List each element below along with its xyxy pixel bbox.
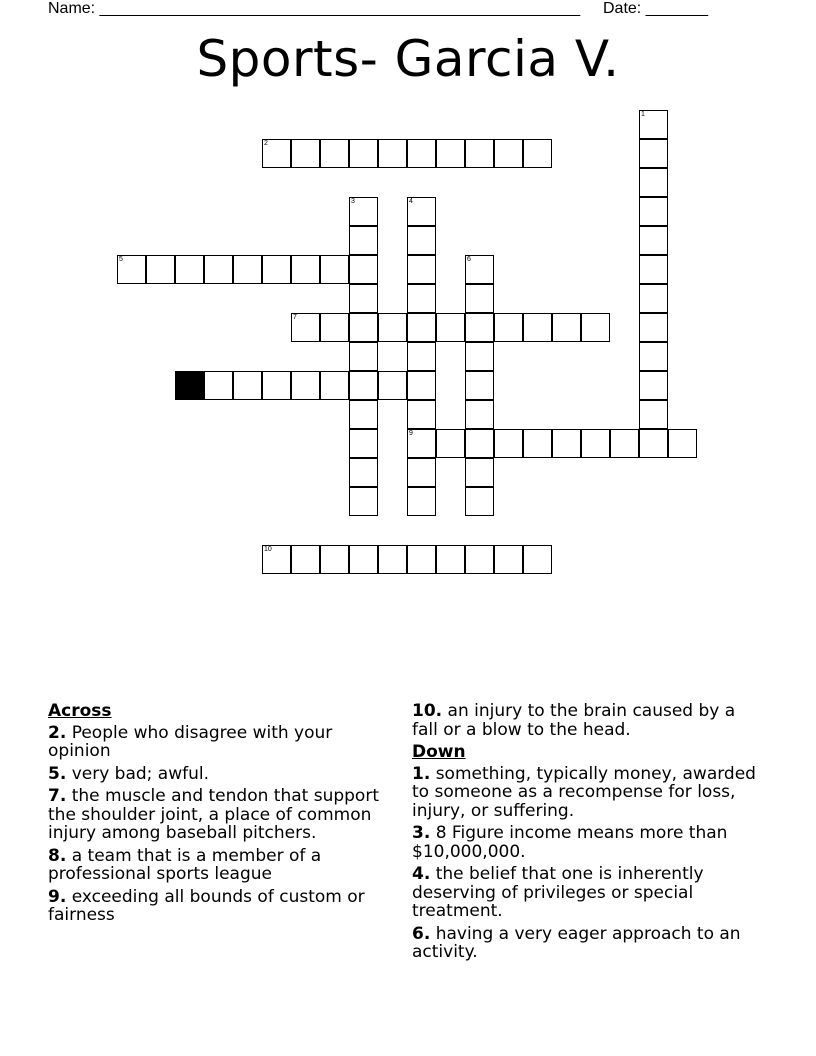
clue-number: 6: [467, 256, 471, 263]
grid-cell[interactable]: [349, 197, 378, 226]
grid-cell[interactable]: [465, 429, 494, 458]
grid-cell[interactable]: [291, 139, 320, 168]
grid-cell[interactable]: [262, 371, 291, 400]
grid-cell[interactable]: [465, 284, 494, 313]
grid-cell[interactable]: [349, 226, 378, 255]
grid-cell[interactable]: [233, 371, 262, 400]
grid-cell[interactable]: [407, 284, 436, 313]
clue-number: 2: [264, 140, 268, 147]
grid-cell[interactable]: [494, 139, 523, 168]
grid-cell[interactable]: [436, 313, 465, 342]
clue-number: 9: [409, 430, 413, 437]
grid-cell[interactable]: [523, 139, 552, 168]
clue-down-1: 1. something, typically money, awarded to someone as a recompense for loss, injury, or suffering.: [412, 763, 756, 821]
clue-number: 7: [293, 314, 297, 321]
grid-cell[interactable]: [378, 313, 407, 342]
grid-cell[interactable]: [552, 313, 581, 342]
clue-across-8: 8. a team that is a member of a professional sports league: [48, 845, 322, 884]
clue-down-4: 4. the belief that one is inherently deserving of privileges or special treatment.: [412, 864, 704, 921]
clue-number: 5: [119, 256, 123, 263]
grid-cell[interactable]: [436, 139, 465, 168]
grid-cell[interactable]: [639, 139, 668, 168]
grid-cell[interactable]: [349, 139, 378, 168]
clue-across-9: 9. exceeding all bounds of custom or fairness: [48, 886, 365, 925]
grid-cell[interactable]: [349, 342, 378, 371]
grid-cell[interactable]: [639, 110, 668, 139]
grid-cell[interactable]: [349, 313, 378, 342]
grid-cell[interactable]: [407, 400, 436, 429]
grid-cell[interactable]: [494, 545, 523, 574]
grid-cell[interactable]: [494, 429, 523, 458]
black-square: [175, 371, 204, 400]
grid-cell[interactable]: [407, 458, 436, 487]
across-heading: Across: [48, 701, 112, 721]
grid-cell[interactable]: [639, 168, 668, 197]
grid-cell[interactable]: [262, 545, 291, 574]
grid-cell[interactable]: [668, 429, 697, 458]
grid-cell[interactable]: [349, 487, 378, 516]
grid-cell[interactable]: [465, 139, 494, 168]
grid-cell[interactable]: [465, 313, 494, 342]
name-field-label[interactable]: Name: ______________________________________________________: [48, 0, 581, 17]
grid-cell[interactable]: [407, 139, 436, 168]
clue-down-3: 3. 8 Figure income means more than $10,000,000.: [412, 823, 728, 862]
grid-cell[interactable]: [552, 429, 581, 458]
clue-across-5: 5. very bad; awful.: [48, 763, 210, 784]
grid-cell[interactable]: [407, 429, 436, 458]
grid-cell[interactable]: [639, 400, 668, 429]
grid-cell[interactable]: [465, 342, 494, 371]
grid-cell[interactable]: [320, 255, 349, 284]
grid-cell[interactable]: [262, 139, 291, 168]
clues-column-left: [48, 702, 388, 929]
grid-cell[interactable]: [146, 255, 175, 284]
clue-down-6: 6. having a very eager approach to an activity.: [412, 923, 741, 962]
grid-cell[interactable]: [523, 313, 552, 342]
grid-cell[interactable]: [407, 487, 436, 516]
grid-cell[interactable]: [639, 342, 668, 371]
grid-cell[interactable]: [291, 255, 320, 284]
clue-number: 1: [641, 111, 645, 118]
grid-cell[interactable]: [378, 371, 407, 400]
grid-cell[interactable]: [436, 429, 465, 458]
clue-number: 3: [351, 198, 355, 205]
clue-number: 10: [264, 546, 272, 553]
grid-cell[interactable]: [291, 371, 320, 400]
grid-cell[interactable]: [465, 255, 494, 284]
date-field-label[interactable]: Date: _______: [603, 0, 708, 17]
grid-cell[interactable]: [291, 545, 320, 574]
grid-cell[interactable]: [378, 139, 407, 168]
clue-number: 4: [409, 198, 413, 205]
grid-cell[interactable]: [465, 487, 494, 516]
grid-cell[interactable]: [639, 371, 668, 400]
grid-cell[interactable]: [407, 197, 436, 226]
grid-cell[interactable]: [349, 284, 378, 313]
grid-cell[interactable]: [639, 429, 668, 458]
grid-cell[interactable]: [233, 255, 262, 284]
grid-cell[interactable]: [204, 255, 233, 284]
clue-across-7: 7. the muscle and tendon that support the shoulder joint, a place of common injury among baseball pitchers.: [48, 786, 379, 843]
grid-cell[interactable]: [262, 255, 291, 284]
grid-cell[interactable]: [494, 313, 523, 342]
clue-across-2: 2. People who disagree with your opinion: [48, 722, 333, 761]
grid-cell[interactable]: [349, 371, 378, 400]
grid-cell[interactable]: [320, 313, 349, 342]
grid-cell[interactable]: [175, 255, 204, 284]
grid-cell[interactable]: [291, 313, 320, 342]
grid-cell[interactable]: [523, 545, 552, 574]
puzzle-title: Sports- Garcia V.: [196, 30, 620, 88]
clue-number: 8: [177, 372, 181, 379]
grid-cell[interactable]: [320, 371, 349, 400]
grid-cell[interactable]: [581, 429, 610, 458]
grid-cell[interactable]: [465, 458, 494, 487]
grid-cell[interactable]: [465, 545, 494, 574]
grid-cell[interactable]: [407, 545, 436, 574]
grid-cell[interactable]: [639, 197, 668, 226]
grid-cell[interactable]: [204, 371, 233, 400]
grid-cell[interactable]: [610, 429, 639, 458]
grid-cell[interactable]: [639, 255, 668, 284]
grid-cell[interactable]: [349, 255, 378, 284]
grid-cell[interactable]: [407, 226, 436, 255]
grid-cell[interactable]: [407, 313, 436, 342]
grid-cell[interactable]: [523, 429, 552, 458]
grid-cell[interactable]: [639, 284, 668, 313]
grid-cell[interactable]: [320, 139, 349, 168]
grid-cell[interactable]: [465, 371, 494, 400]
grid-cell[interactable]: [320, 545, 349, 574]
grid-cell[interactable]: [639, 313, 668, 342]
grid-cell[interactable]: [407, 255, 436, 284]
grid-cell[interactable]: [581, 313, 610, 342]
grid-cell[interactable]: [349, 400, 378, 429]
grid-cell[interactable]: [349, 458, 378, 487]
down-heading: Down: [412, 742, 466, 762]
clues-column-right: [412, 702, 764, 966]
clue-across-10: 10. an injury to the brain caused by a fall or a blow to the head.: [412, 701, 736, 740]
grid-cell[interactable]: [349, 545, 378, 574]
grid-cell[interactable]: [407, 371, 436, 400]
grid-cell[interactable]: [117, 255, 146, 284]
clues-section: [48, 702, 778, 962]
grid-cell[interactable]: [349, 429, 378, 458]
grid-cell[interactable]: [436, 545, 465, 574]
grid-cell[interactable]: [639, 226, 668, 255]
grid-cell[interactable]: [465, 400, 494, 429]
grid-cell[interactable]: [407, 342, 436, 371]
grid-cell[interactable]: [378, 545, 407, 574]
